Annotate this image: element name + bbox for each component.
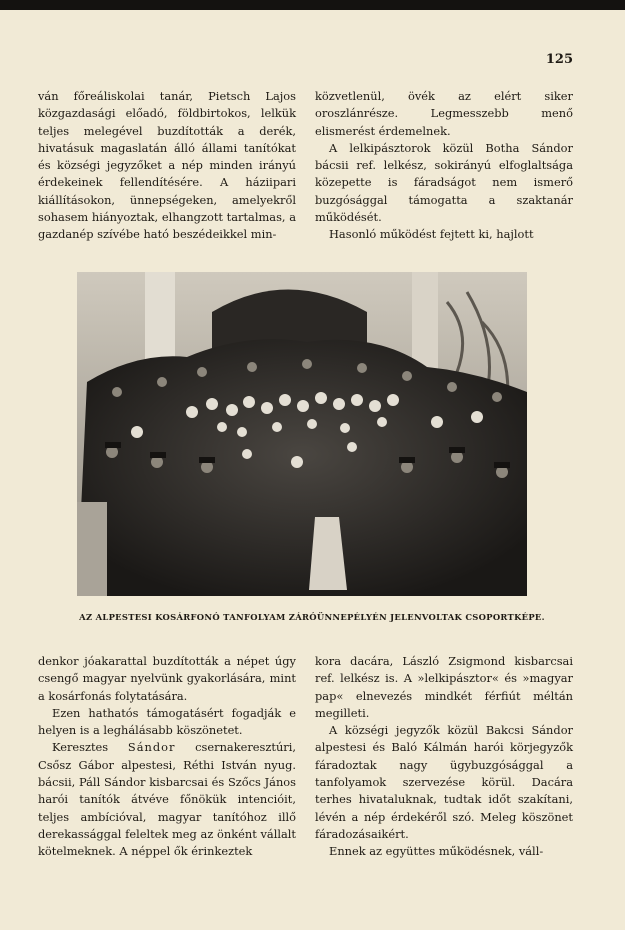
- paragraph: kora dacára, László Zsigmond kisbarcsai ref. lelkész is. A »lelkipásztor« és »magyar pap« elnevezés mindkét férfiút méltán megilleti.: [315, 654, 573, 720]
- paragraph: Ennek az együttes működésnek, váll-: [329, 844, 544, 859]
- paragraph: Ezen hathatós támogatásért fogadják e helyen is a leghálásabb köszönetet.: [38, 705, 296, 738]
- paragraph: A községi jegyzők közül Bakcsi Sándor alpestesi és Baló Kálmán harói körjegyzők fáradoztak nagy ügybuzgósággal a tanfolyamok szervezése körül. Dacára terhes hivataluknak, tudtak időt szakítani, lévén a nép érdekéről szó. Meleg köszönet fáradozásaikért.: [315, 723, 573, 841]
- bottom-right-column: [315, 653, 573, 861]
- bottom-left-column: [38, 653, 296, 861]
- page-number: 125: [545, 52, 573, 67]
- text-run: csernakeresztúri, Csősz Gábor alpestesi, Réthi István nyug. bácsii, Páll Sándor kisbarcsai és Szőcs János harói tanítók átvéve főnökük intencióit, teljes ambícióval, magyar tanítóhoz illő derekassággal feleltek meg az önként vállalt kötelmeknek. A néppel ők érinkeztek: [38, 740, 296, 859]
- paragraph: Hasonló működést fejtett ki, hajlott: [329, 227, 534, 242]
- spaced-name: Sándor: [127, 740, 176, 755]
- figure-caption: AZ ALPESTESI KOSÁRFONÓ TANFOLYAM ZÁRÓÜNNEPÉLYÉN JELENVOLTAK CSOPORTKÉPE.: [79, 612, 545, 622]
- top-right-column: [315, 88, 573, 244]
- paragraph: denkor jóakarattal buzdították a népet úgy csengő magyar nyelvünk gyakorlására, mint a kosárfonás folytatására.: [38, 654, 296, 703]
- text-run: Keresztes: [52, 740, 128, 755]
- paragraph: ván főreáliskolai tanár, Pietsch Lajos közgazdasági előadó, földbirtokos, lelkük teljes melegével buzdították a derék, hivatásuk magaslatán álló állami tanítókat és községi jegyzőket a nép minden irányú érdekeinek fellendítésére. A háziipari kiállításokon, ünnepségeken, amelyekről sohasem hiányoztak, elhangzott tartalmas, a gazdanép szívébe ható beszédeikkel min-: [38, 89, 296, 242]
- paragraph: A lelkipásztorok közül Botha Sándor bácsii ref. lelkész, sokirányú elfoglaltsága közepette is fáradságot nem ismerő buzgósággal támogatta a szaktanár működését.: [315, 140, 573, 225]
- group-photograph: [77, 272, 527, 596]
- top-edge-bar: [0, 0, 625, 10]
- paragraph: [38, 739, 296, 860]
- top-left-column: [38, 88, 296, 244]
- paragraph: közvetlenül, övék az elért siker oroszlánrésze. Legmesszebb menő elismerést érdemelnek.: [315, 89, 573, 138]
